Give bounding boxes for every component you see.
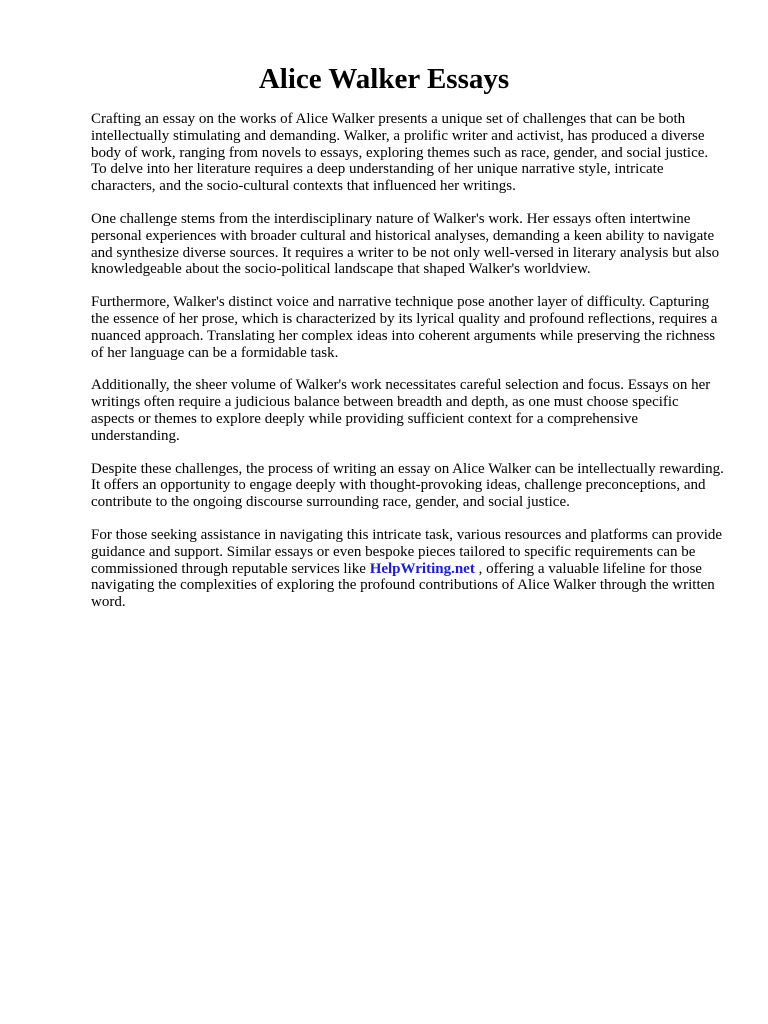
paragraph-interdisciplinary: One challenge stems from the interdisciplinary nature of Walker's work. Her essays often intertwine personal experiences with broader cultural and historical analyses, demanding a keen ability to navigate and synthesize diverse sources. It requires a writer to be not only well-versed in literary analysis but also knowledgeable about the socio-political landscape that shaped Walker's worldview.: [91, 210, 720, 278]
paragraph-assistance: [91, 527, 724, 611]
paragraph-rewarding: Despite these challenges, the process of writing an essay on Alice Walker can be intellectually rewarding. It offers an opportunity to engage deeply with thought-provoking ideas, challenge preconceptions, and contribute to the ongoing discourse surrounding race, gender, and social justice.: [91, 460, 724, 511]
assistance-text-before-link: For those seeking assistance in navigating this intricate task, various resources and platforms can provide guidance and support. Similar essays or even bespoke pieces tailored to specific requirements can be commissioned through reputable services like: [91, 526, 723, 577]
helpwriting-link[interactable]: HelpWriting.net: [369, 560, 475, 577]
paragraph-intro: Crafting an essay on the works of Alice Walker presents a unique set of challenges that can be both intellectually stimulating and demanding. Walker, a prolific writer and activist, has produced a diverse body of work, ranging from novels to essays, exploring themes such as race, gender, and social justice. To delve into her literature requires a deep understanding of her unique narrative style, intricate characters, and the socio-cultural contexts that influenced her writings.: [91, 111, 709, 195]
page-title: Alice Walker Essays: [258, 63, 510, 95]
paragraph-voice: Furthermore, Walker's distinct voice and narrative technique pose another layer of difficulty. Capturing the essence of her prose, which is characterized by its lyrical quality and profound reflections, requires a nuanced approach. Translating her complex ideas into coherent arguments while preserving the richness of her language can be a formidable task.: [91, 294, 718, 361]
assistance-text-after-link: , offering a valuable lifeline for those navigating the complexities of exploring the profound contributions of Alice Walker through the written word.: [91, 560, 715, 611]
paragraph-volume: Additionally, the sheer volume of Walker's work necessitates careful selection and focus. Essays on her writings often require a judicious balance between breadth and depth, as one must choose specific aspects or themes to explore deeply while providing sufficient context for a comprehensive understanding.: [91, 377, 711, 444]
